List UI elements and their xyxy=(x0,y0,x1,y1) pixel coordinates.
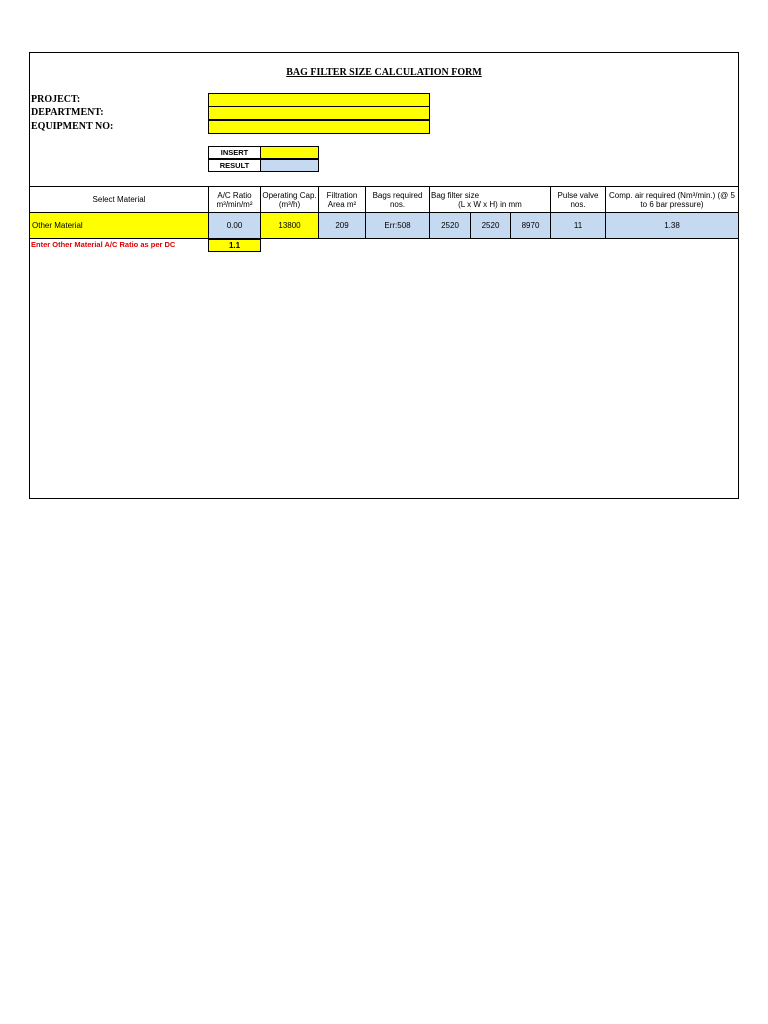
ac-ratio-value: 0.00 xyxy=(208,212,261,239)
equipment-no-input[interactable] xyxy=(208,120,430,134)
other-material-note: Enter Other Material A/C Ratio as per DC xyxy=(31,240,176,249)
equipment-no-label: EQUIPMENT NO: xyxy=(31,121,114,132)
height-value: 8970 xyxy=(510,212,551,239)
bags-required-value: Err:508 xyxy=(365,212,430,239)
project-input[interactable] xyxy=(208,93,430,107)
result-legend-label: RESULT xyxy=(208,159,261,172)
filtration-area-value: 209 xyxy=(318,212,366,239)
header-bag-filter-size: Bag filter size (L x W x H) in mm xyxy=(429,186,551,213)
header-pulse-valve: Pulse valve nos. xyxy=(550,186,606,213)
department-label: DEPARTMENT: xyxy=(31,107,104,118)
comp-air-value: 1.38 xyxy=(605,212,739,239)
header-operating-cap: Operating Cap. (m³/h) xyxy=(260,186,319,213)
insert-legend-swatch xyxy=(260,146,319,159)
project-label: PROJECT: xyxy=(31,94,81,105)
calculation-sheet xyxy=(29,52,739,499)
operating-cap-input[interactable]: 13800 xyxy=(260,212,319,239)
insert-legend-label: INSERT xyxy=(208,146,261,159)
header-bags-required: Bags required nos. xyxy=(365,186,430,213)
result-legend-swatch xyxy=(260,159,319,172)
length-value: 2520 xyxy=(429,212,471,239)
header-ac-ratio: A/C Ratio m³/min/m² xyxy=(208,186,261,213)
header-select-material: Select Material xyxy=(29,186,209,213)
form-title: BAG FILTER SIZE CALCULATION FORM xyxy=(286,67,482,78)
material-select[interactable]: Other Material xyxy=(29,212,209,239)
width-value: 2520 xyxy=(470,212,511,239)
header-filtration-area: Filtration Area m² xyxy=(318,186,366,213)
other-material-ac-ratio-input[interactable]: 1.1 xyxy=(208,239,261,252)
department-input[interactable] xyxy=(208,106,430,120)
pulse-valve-value: 11 xyxy=(550,212,606,239)
header-comp-air: Comp. air required (Nm³/min.) (@ 5 to 6 bar pressure) xyxy=(605,186,739,213)
